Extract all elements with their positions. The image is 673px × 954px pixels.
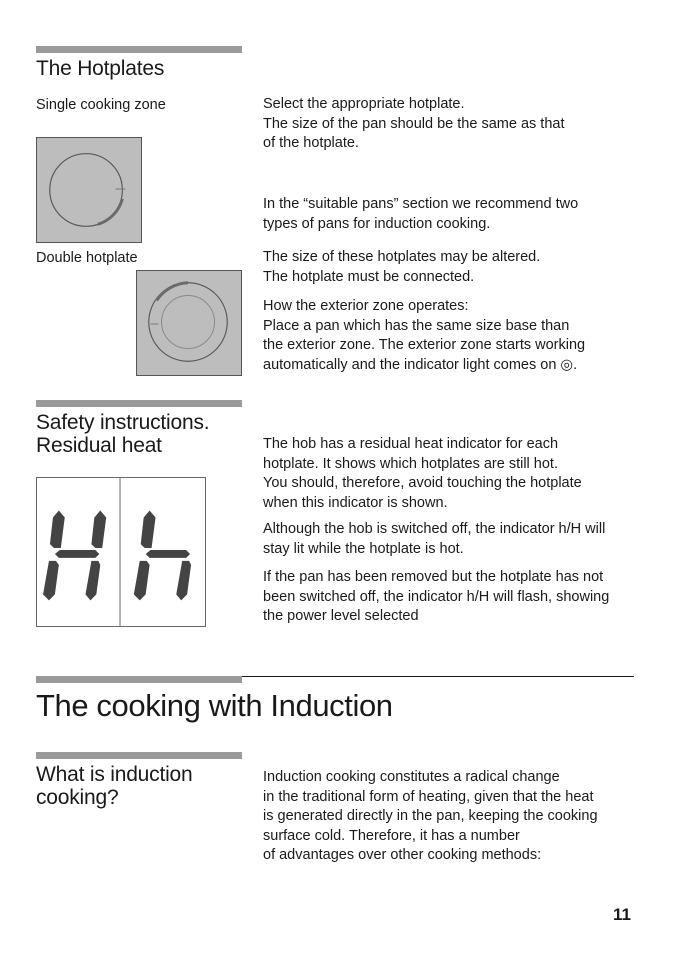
text-line: The hotplate must be connected. <box>263 268 475 285</box>
residual-heat-display-icon <box>36 477 206 627</box>
heading-line: cooking? <box>36 786 119 809</box>
text-line: You should, therefore, avoid touching the hotplate <box>263 475 582 491</box>
para-indicator-flash <box>263 568 643 627</box>
text-line: The size of these hotplates may be altered. <box>263 249 541 265</box>
text-line: automatically and the indicator light comes on ◎. <box>263 356 578 373</box>
text-line: is generated directly in the pan, keeping the cooking <box>263 808 598 824</box>
text-line: hotplate. It shows which hotplates are still hot. <box>263 455 558 472</box>
text-line: in the traditional form of heating, given that the heat <box>263 788 594 805</box>
text-line: How the exterior zone operates: <box>263 298 469 314</box>
text-line: If the pan has been removed but the hotplate has not <box>263 569 604 585</box>
text-line: In the “suitable pans” section we recommend two <box>263 196 579 212</box>
text-line: surface cold. Therefore, it has a number <box>263 827 520 844</box>
heading-hotplates: The Hotplates <box>36 57 165 80</box>
para-select-hotplate <box>263 95 643 154</box>
text-line: of advantages over other cooking methods: <box>263 847 542 863</box>
label-double-hotplate: Double hotplate <box>36 250 138 266</box>
para-induction-intro <box>263 768 643 866</box>
text-line: types of pans for induction cooking. <box>263 215 491 232</box>
para-hotplate-size <box>263 248 643 287</box>
section-rule-safety <box>36 400 242 407</box>
text-line: Although the hob is switched off, the indicator h/H will <box>263 521 606 537</box>
text-line: The size of the pan should be the same as that <box>263 115 565 132</box>
heading-line: Residual heat <box>36 434 162 457</box>
text-line: The hob has a residual heat indicator for each <box>263 436 559 452</box>
para-suitable-pans <box>263 195 643 234</box>
para-exterior-zone <box>263 297 643 375</box>
label-single-cooking-zone: Single cooking zone <box>36 97 166 113</box>
page-number: 11 <box>613 905 631 924</box>
text-line: Induction cooking constitutes a radical change <box>263 769 560 785</box>
para-residual-indicator <box>263 435 643 513</box>
heading-safety <box>36 411 209 457</box>
text-line: when this indicator is shown. <box>263 494 448 511</box>
chapter-rule-thick <box>36 676 242 683</box>
text-line: Select the appropriate hotplate. <box>263 96 465 112</box>
text-line: the power level selected <box>263 608 419 624</box>
chapter-title: The cooking with Induction <box>36 688 393 723</box>
heading-line: What is induction <box>36 763 193 786</box>
single-cooking-zone-diagram-icon <box>36 137 142 243</box>
text-line: Place a pan which has the same size base than <box>263 317 570 334</box>
heading-line: Safety instructions. <box>36 411 210 434</box>
text-line: of the hotplate. <box>263 135 359 151</box>
section-rule-hotplates <box>36 46 242 53</box>
text-line: the exterior zone. The exterior zone starts working <box>263 337 586 353</box>
text-line: been switched off, the indicator h/H will flash, showing <box>263 588 610 605</box>
para-indicator-stays-lit <box>263 520 643 559</box>
section-rule-induction <box>36 752 242 759</box>
text-line: stay lit while the hotplate is hot. <box>263 540 464 557</box>
double-hotplate-diagram-icon <box>136 270 242 376</box>
heading-induction <box>36 763 193 809</box>
